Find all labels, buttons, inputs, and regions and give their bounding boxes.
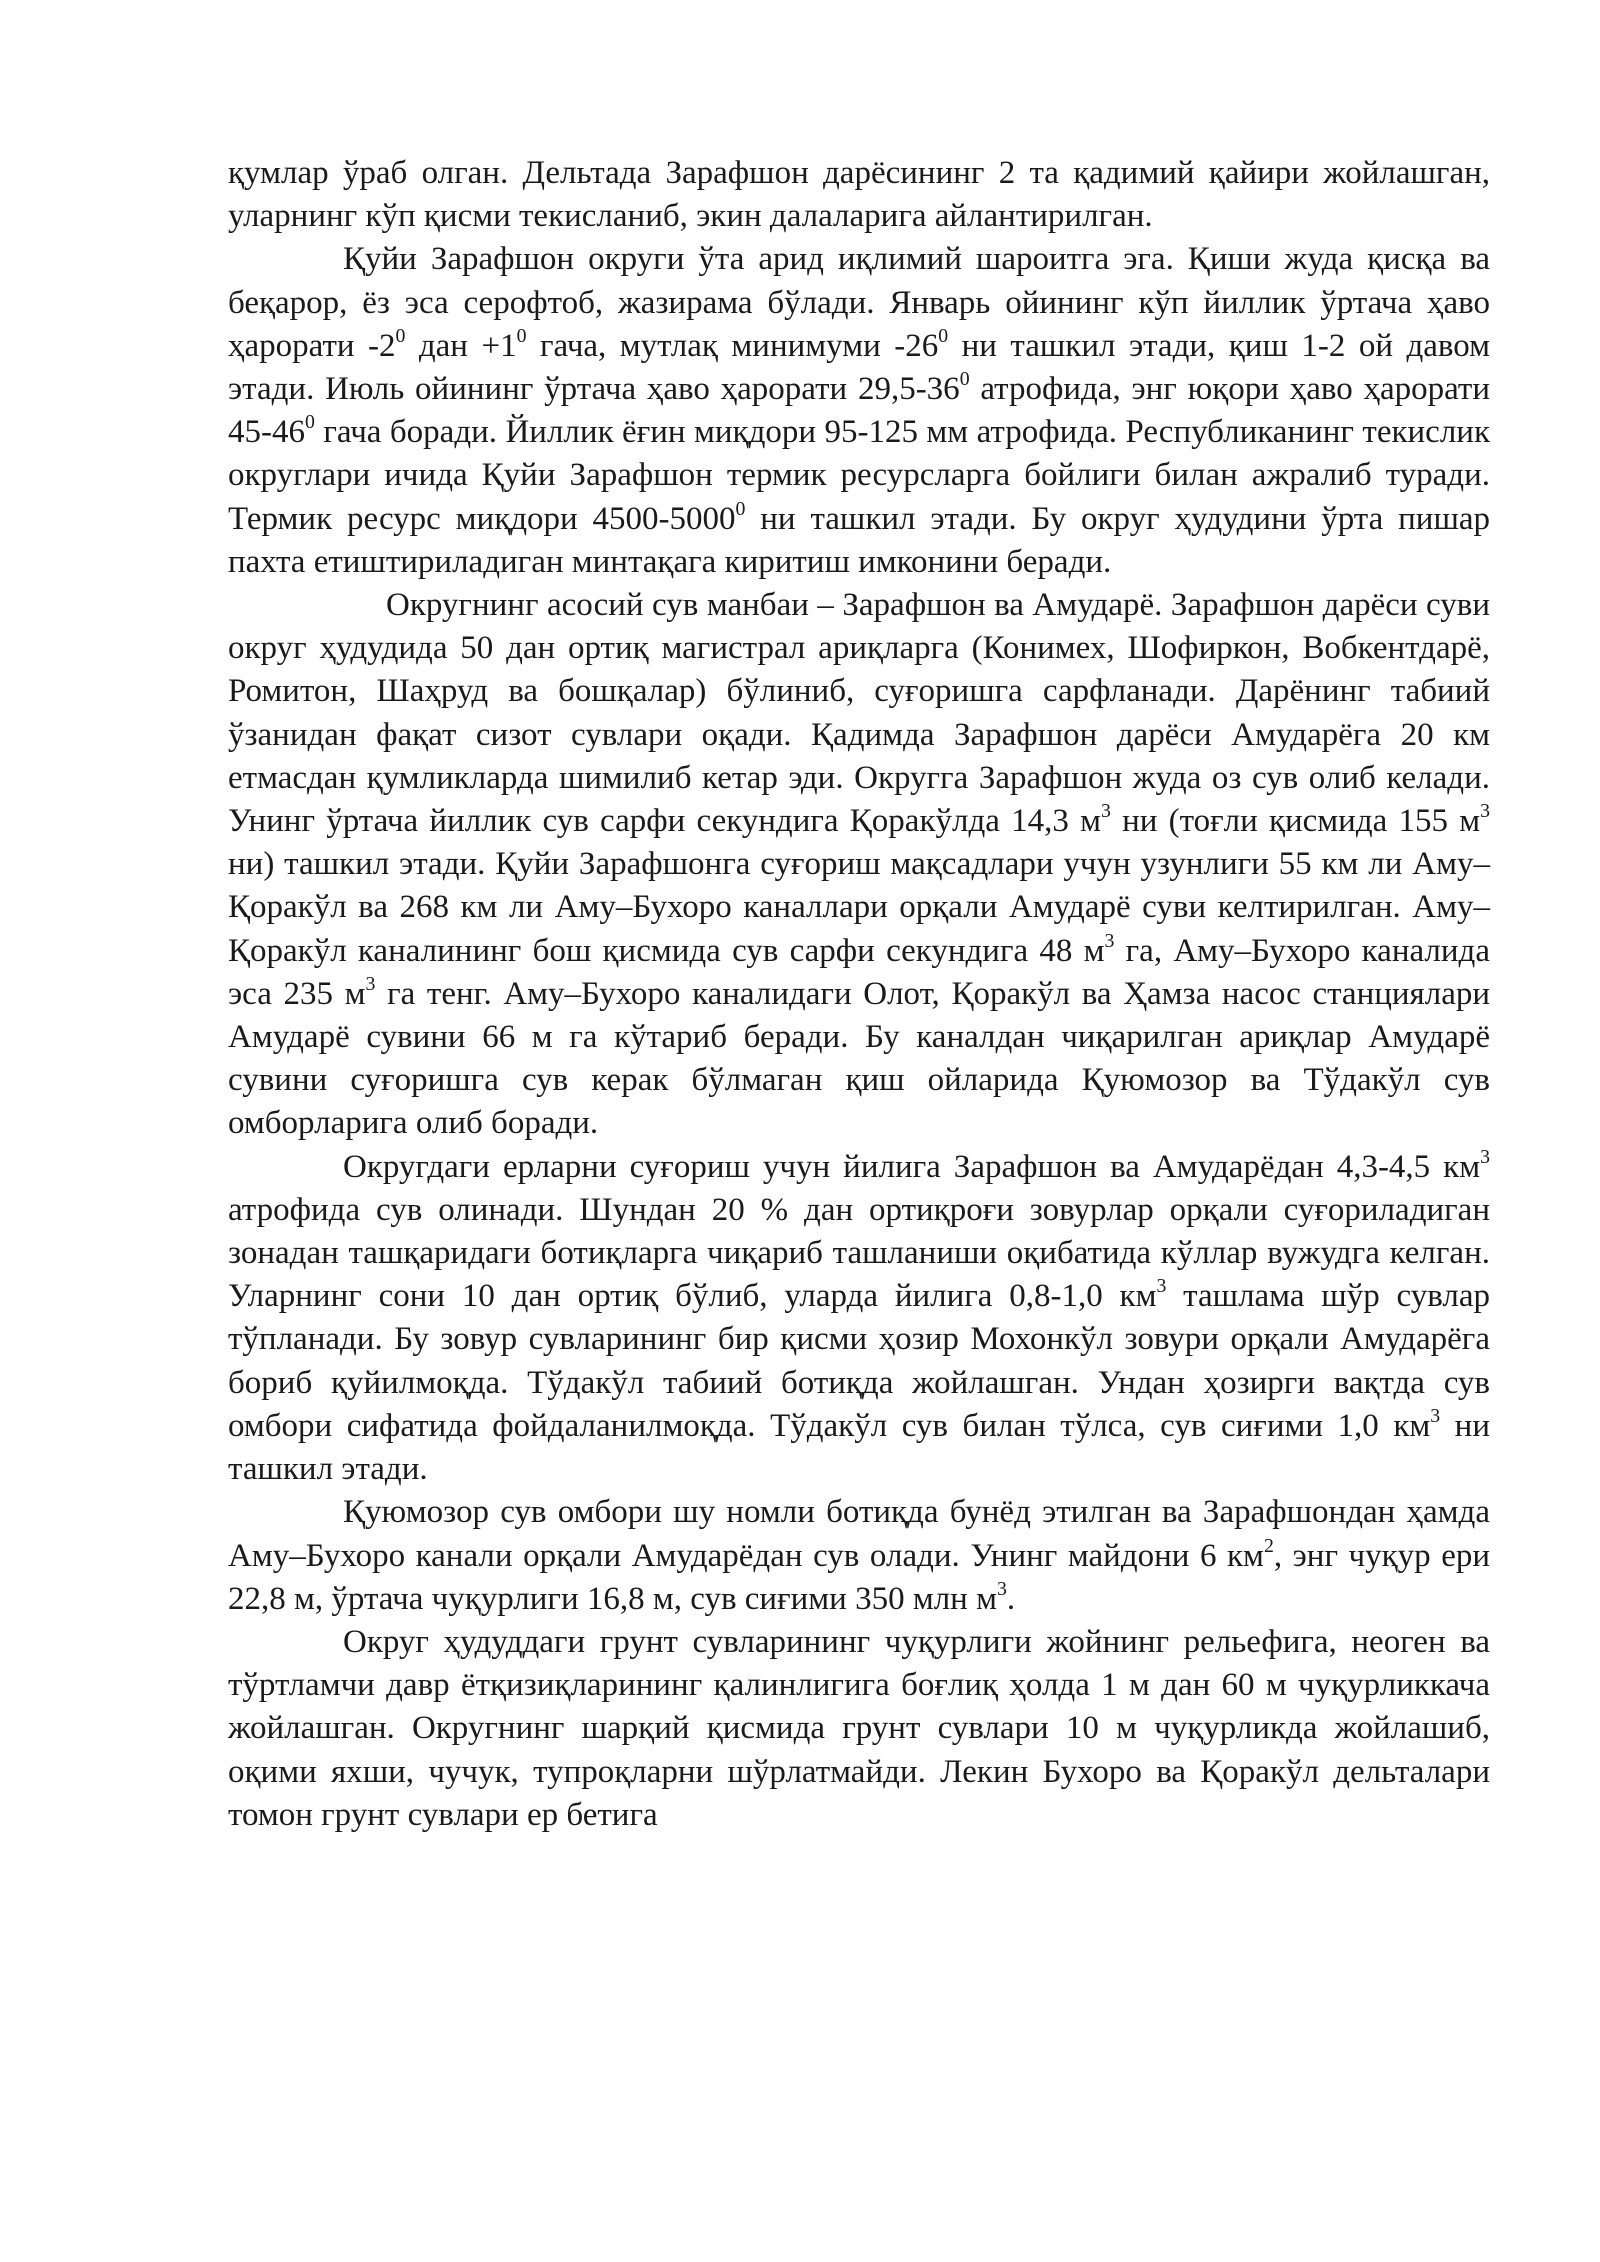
- superscript: 3: [1480, 1145, 1490, 1168]
- text-run: гача боради. Йиллик ёғин миқдори 95-125 мм атрофида. Республиканинг текислик округлари ичида Қуйи Зарафшон термик ресурсларга бойлиги билан ажралиб туради. Термик ресурс миқдори 4500-5000: [228, 414, 1490, 537]
- text-run: ни) ташкил этади. Қуйи Зарафшонга суғориш мақсадлари учун узунлиги 55 км ли Аму–Қоракўл ва 268 км ли Аму–Бухоро каналлари орқали Амударё суви келтирилган. Аму–Қоракўл каналининг бош қисмида сув сарфи секундига 48 м: [228, 846, 1490, 969]
- paragraph-groundwater: [228, 1621, 1490, 1837]
- superscript: 3: [1100, 799, 1111, 822]
- text-run: Округ ҳудуддаги грунт сувларининг чуқурлиги жойнинг рельефига, неоген ва тўртламчи давр ётқизиқларининг қалинлигига боғлиқ ҳолда 1 м дан 60 м чуқурликкача жойлашган. Округнинг шарқий қисмида грунт сувлари 10 м чуқурликда жойлашиб, оқими яхши, чучук, тупроқларни шўрлатмайди. Лекин Бухоро ва Қоракўл дельталари томон грунт сувлари ер бетига: [228, 1623, 1490, 1833]
- text-run: Қуйи Зарафшон округи ўта арид иқлимий шароитга эга. Қиши жуда қисқа ва беқарор, ёз эса серофтоб, жазирама бўлади. Январь ойининг кўп йиллик ўртача ҳаво ҳарорати -2: [228, 241, 1490, 364]
- text-run: дан +1: [405, 327, 517, 364]
- text-run: қумлар ўраб олган. Дельтада Зарафшон дарёсининг 2 та қадимий қайири жойлашган, уларнинг кўп қисми текисланиб, экин далаларига айлантирилган.: [228, 155, 1490, 235]
- superscript: 0: [938, 324, 949, 347]
- superscript: 3: [1104, 929, 1115, 952]
- text-run: атрофида, энг юқори ҳаво ҳарорати 45-46: [228, 371, 1490, 451]
- paragraph-climate: [228, 238, 1490, 584]
- text-run: ташлама шўр сувлар тўпланади. Бу зовур сувларининг бир қисми ҳозир Мохонкўл зовури орқали Амударёга бориб қуйилмоқда. Тўдакўл табиий ботиқда жойлашган. Ундан ҳозирги вақтда сув омбори сифатида фойдаланилмоқда. Тўдакўл сув билан тўлса, сув сиғими 1,0 км: [228, 1278, 1490, 1444]
- paragraph-kuyumozor-reservoir: [228, 1491, 1490, 1621]
- text-run: .: [1006, 1580, 1016, 1617]
- text-run: гача, мутлақ минимуми -26: [526, 327, 939, 364]
- superscript: 0: [516, 324, 527, 347]
- paragraph-irrigation-lakes: [228, 1146, 1490, 1492]
- text-run: ни (тоғли қисмида 155 м: [1110, 803, 1481, 840]
- text-run: Округдаги ерларни суғориш учун йилига Зарафшон ва Амударёдан 4,3-4,5 км: [343, 1148, 1481, 1185]
- superscript: 3: [1156, 1275, 1167, 1298]
- superscript: 3: [1430, 1404, 1441, 1427]
- superscript: 0: [735, 497, 746, 520]
- superscript: 2: [1263, 1534, 1274, 1557]
- text-run: ни ташкил этади. Бу округ ҳудудини ўрта пишар пахта етиштириладиган минтақага киритиш имконини беради.: [228, 500, 1491, 580]
- text-run: Қуюмозор сув омбори шу номли ботиқда бунёд этилган ва Зарафшондан ҳамда Аму–Бухоро канали орқали Амударёдан сув олади. Унинг майдони 6 км: [228, 1494, 1490, 1574]
- text-run: ни ташкил этади, қиш 1-2 ой давом этади. Июль ойининг ўртача ҳаво ҳарорати 29,5-36: [228, 327, 1491, 408]
- superscript: 3: [365, 972, 376, 995]
- paragraph-delta-description: [228, 152, 1490, 238]
- paragraph-water-sources: [228, 584, 1490, 1146]
- text-run: атрофида сув олинади. Шундан 20 % дан ортиқроғи зовурлар орқали суғориладиган зонадан ташқаридаги ботиқларга чиқариб ташланиши оқибатида кўллар вужудга келган. Уларнинг сони 10 дан ортиқ бўлиб, уларда йилига 0,8-1,0 км: [228, 1191, 1490, 1315]
- text-run: ни ташкил этади.: [228, 1407, 1490, 1488]
- text-run: Округнинг асосий сув манбаи – Зарафшон ва Амударё. Зарафшон дарёси суви округ ҳудудида 50 дан ортиқ магистрал ариқларга (Конимех, Шофиркон, Вобкентдарё, Ромитон, Шаҳруд ва бошқалар) бўлиниб, суғоришга сарфланади. Дарёнинг табиий ўзанидан фақат сизот сувлари оқади. Қадимда Зарафшон дарёси Амударёга 20 км етмасдан қумликларда шимилиб кетар эди. Округга Зарафшон жуда оз сув олиб келади. Унинг ўртача йиллик сув сарфи секундига Қоракўлда 14,3 м: [228, 587, 1490, 840]
- document-body: [228, 152, 1490, 1837]
- text-run: , энг чуқур ери 22,8 м, ўртача чуқурлиги 16,8 м, сув сиғими 350 млн м: [228, 1537, 1490, 1617]
- superscript: 0: [305, 410, 315, 433]
- superscript: 3: [1480, 799, 1490, 822]
- superscript: 0: [395, 324, 406, 347]
- superscript: 0: [959, 367, 970, 390]
- text-run: га, Аму–Бухоро каналида эса 235 м: [228, 932, 1490, 1012]
- superscript: 3: [996, 1577, 1007, 1600]
- text-run: га тенг. Аму–Бухоро каналидаги Олот, Қоракўл ва Ҳамза насос станциялари Амударё сувини 66 м га кўтариб беради. Бу каналдан чиқарилган ариқлар Амударё сувини суғоришга сув керак бўлмаган қиш ойларида Қуюмозор ва Тўдакўл сув омборларига олиб боради.: [228, 975, 1491, 1142]
- document-page: [228, 152, 1490, 1837]
